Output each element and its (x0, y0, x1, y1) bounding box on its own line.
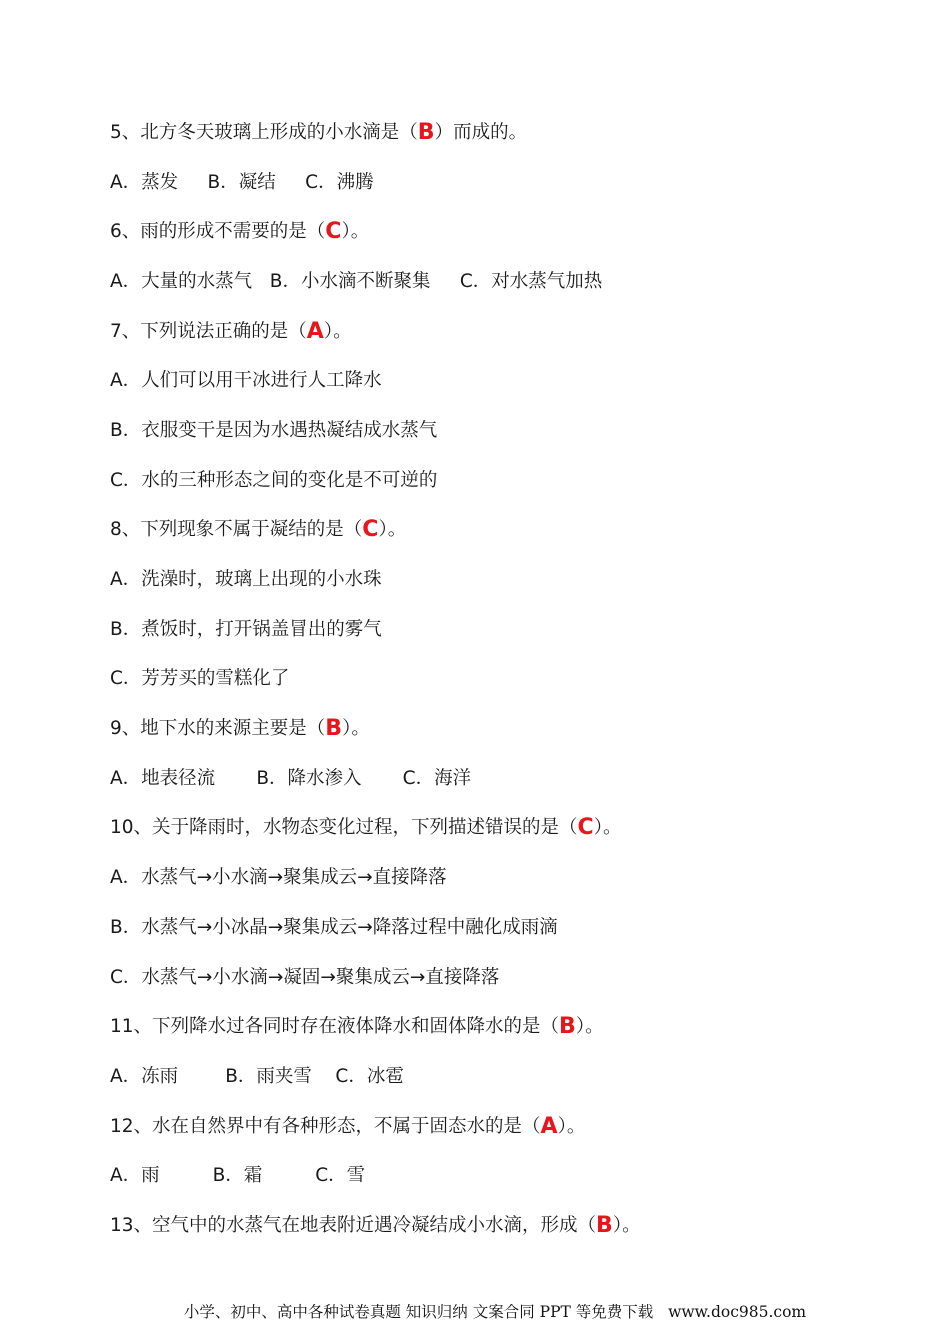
answer-letter: C (577, 815, 594, 841)
option-line (110, 953, 890, 1003)
option-text: A．大量的水蒸气 B．小水滴不断聚集 C．对水蒸气加热 (110, 270, 603, 292)
question-line (110, 1102, 890, 1152)
answer-letter: A (306, 318, 324, 344)
question-list (110, 108, 890, 1251)
question-suffix: ）。 (575, 1016, 604, 1038)
option-text: C．水的三种形态之间的变化是不可逆的 (110, 469, 438, 491)
question-line (110, 307, 890, 357)
answer-letter: B (559, 1014, 576, 1040)
option-text: C．水蒸气→小水滴→凝固→聚集成云→直接降落 (110, 966, 500, 988)
answer-letter: C (325, 219, 342, 245)
question-text: 5、北方冬天玻璃上形成的小水滴是（ (110, 121, 418, 143)
question-line (110, 1002, 890, 1052)
option-text: C．芳芳买的雪糕化了 (110, 668, 290, 690)
option-line (110, 406, 890, 456)
answer-letter: B (325, 716, 343, 742)
question-line (110, 108, 890, 158)
option-line (110, 158, 890, 208)
question-suffix: ）。 (323, 320, 352, 342)
option-text: B．水蒸气→小冰晶→聚集成云→降落过程中融化成雨滴 (110, 916, 558, 938)
option-text: B．煮饭时，打开锅盖冒出的雾气 (110, 618, 382, 640)
option-text: A．雨 B．霜 C．雪 (110, 1165, 366, 1187)
option-text: A．地表径流 B．降水渗入 C．海洋 (110, 767, 472, 789)
option-line (110, 754, 890, 804)
option-line (110, 903, 890, 953)
option-text: B．衣服变干是因为水遇热凝结成水蒸气 (110, 419, 438, 441)
option-line (110, 1052, 890, 1102)
option-line (110, 1151, 890, 1201)
page-footer: 小学、初中、高中各种试卷真题 知识归纳 文案合同 PPT 等免费下载 www.doc985.com (183, 1303, 807, 1321)
question-suffix: ）而成的。 (434, 121, 528, 143)
question-line (110, 1201, 890, 1251)
question-text: 11、下列降水过各同时存在液体降水和固体降水的是（ (110, 1016, 560, 1038)
question-suffix: ）。 (557, 1115, 586, 1137)
answer-letter: B (596, 1212, 613, 1238)
option-line (110, 456, 890, 506)
option-text: A．人们可以用干冰进行人工降水 (110, 370, 382, 392)
question-suffix: ）。 (378, 519, 407, 541)
question-suffix: ）。 (593, 817, 622, 839)
answer-letter: C (362, 517, 379, 543)
option-line (110, 555, 890, 605)
question-line (110, 804, 890, 854)
option-line (110, 257, 890, 307)
option-line (110, 655, 890, 705)
question-text: 8、下列现象不属于凝结的是（ (110, 519, 363, 541)
option-line (110, 356, 890, 406)
question-text: 7、下列说法正确的是（ (110, 320, 307, 342)
option-line (110, 853, 890, 903)
question-text: 9、地下水的来源主要是（ (110, 718, 326, 740)
question-text: 10、关于降雨时，水物态变化过程，下列描述错误的是（ (110, 817, 578, 839)
question-line (110, 704, 890, 754)
option-line (110, 605, 890, 655)
question-line (110, 207, 890, 257)
option-text: A．冻雨 B．雨夹雪 C．冰雹 (110, 1065, 404, 1087)
question-suffix: ）。 (612, 1214, 641, 1236)
question-suffix: ）。 (341, 221, 370, 243)
option-text: A．蒸发 B．凝结 C．沸腾 (110, 171, 374, 193)
question-suffix: ）。 (342, 718, 370, 740)
option-text: A．洗澡时，玻璃上出现的小水珠 (110, 569, 382, 591)
question-text: 12、水在自然界中有各种形态，不属于固态水的是（ (110, 1115, 541, 1137)
question-text: 13、空气中的水蒸气在地表附近遇冷凝结成小水滴，形成（ (110, 1214, 597, 1236)
answer-letter: B (417, 119, 435, 145)
option-text: A．水蒸气→小水滴→聚集成云→直接降落 (110, 867, 447, 889)
question-line (110, 506, 890, 556)
question-text: 6、雨的形成不需要的是（ (110, 221, 326, 243)
answer-letter: A (540, 1113, 558, 1139)
